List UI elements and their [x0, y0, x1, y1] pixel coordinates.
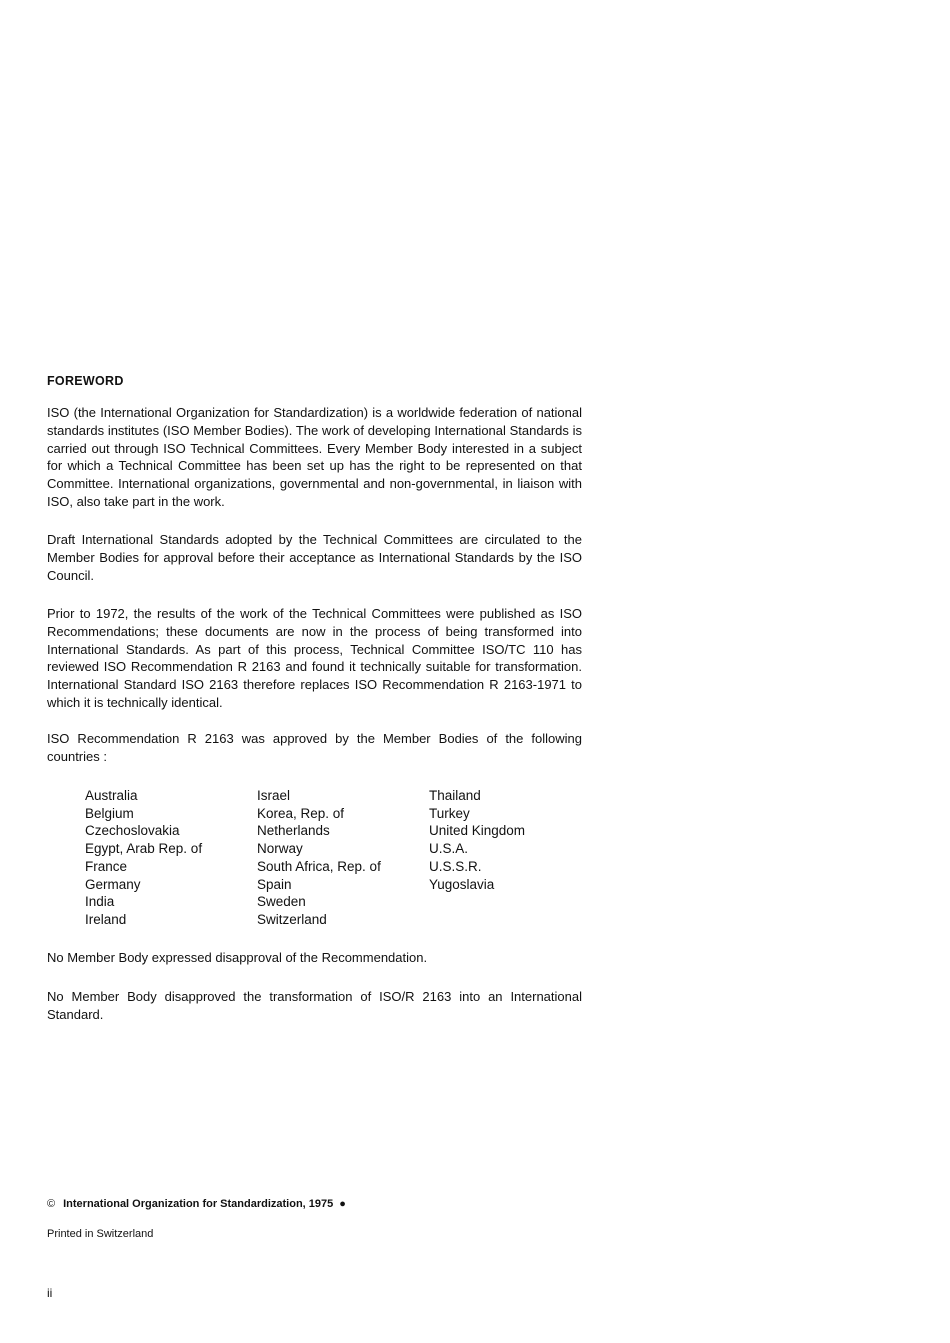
countries-column-1	[85, 787, 257, 929]
foreword-paragraph-2: Draft International Standards adopted by the Technical Committees are circulated to the Member Bodies for approval before their acceptance as International Standards by the ISO Council.	[47, 532, 582, 583]
printed-in-note: Printed in Switzerland	[47, 1228, 154, 1240]
copyright-line	[47, 1198, 346, 1210]
copyright-symbol: ©	[47, 1198, 56, 1210]
country-item: Belgium	[85, 805, 134, 821]
country-item: Sweden	[257, 894, 306, 910]
country-item: Spain	[257, 876, 292, 892]
country-item: United Kingdom	[429, 823, 526, 839]
bullet-icon: ●	[339, 1198, 346, 1210]
closing-paragraph-1: No Member Body expressed disapproval of the Recommendation.	[47, 950, 428, 965]
country-item: Korea, Rep. of	[257, 805, 345, 821]
foreword-paragraph-1: ISO (the International Organization for Standardization) is a worldwide federation of national standards institutes (ISO Member Bodies). The work of developing International Standards is carried out through ISO Technical Committees. Every Member Body interested in a subject for which a Technical Committee has been set up has the right to be represented on that Committee. International organizations, governmental and non-governmental, in liaison with ISO, also take part in the work.	[47, 405, 582, 509]
page-number: ii	[47, 1286, 53, 1300]
foreword-heading: FOREWORD	[47, 374, 124, 388]
country-item: Australia	[85, 788, 138, 803]
country-item: Yugoslavia	[429, 876, 495, 892]
country-item: France	[85, 858, 128, 874]
foreword-paragraph-4: ISO Recommendation R 2163 was approved by the Member Bodies of the following countries :	[47, 731, 582, 764]
country-item: U.S.S.R.	[429, 858, 482, 874]
countries-column-2	[257, 787, 429, 929]
country-item: U.S.A.	[429, 841, 469, 857]
country-item: Egypt, Arab Rep. of	[85, 841, 203, 857]
country-item: Switzerland	[257, 911, 327, 927]
country-item: Thailand	[429, 788, 481, 803]
copyright-text: International Organization for Standardization, 1975	[63, 1198, 334, 1210]
country-item: Germany	[85, 876, 141, 892]
closing-paragraph-2: No Member Body disapproved the transformation of ISO/R 2163 into an International Standard.	[47, 989, 582, 1022]
approving-countries-list	[85, 787, 601, 929]
country-item: Turkey	[429, 805, 470, 821]
foreword-paragraph-3: Prior to 1972, the results of the work of the Technical Committees were published as ISO Recommendations; these documents are now in the process of being transformed into International Standards. As part of this process, Technical Committee ISO/TC 110 has reviewed ISO Recommendation R 2163 and found it technically suitable for transformation. International Standard ISO 2163 therefore replaces ISO Recommendation R 2163-1971 to which it is technically identical.	[47, 606, 582, 710]
country-item: Israel	[257, 788, 291, 803]
countries-column-3	[429, 787, 601, 929]
country-item: South Africa, Rep. of	[257, 858, 381, 874]
country-item: Norway	[257, 841, 303, 857]
country-item: Ireland	[85, 911, 127, 927]
country-item: Netherlands	[257, 823, 330, 839]
country-item: Czechoslovakia	[85, 823, 180, 839]
country-item: India	[85, 894, 115, 910]
